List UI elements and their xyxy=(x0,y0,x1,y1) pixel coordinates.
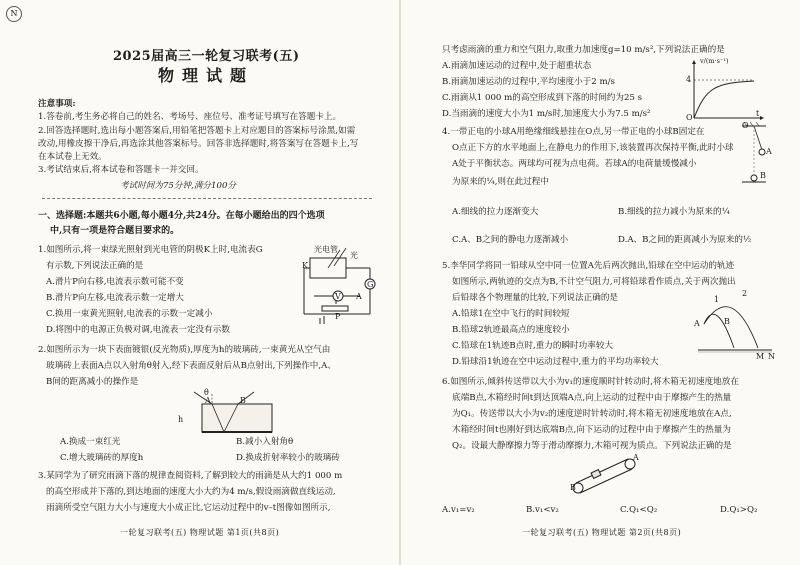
fig-label: 光电管 xyxy=(314,245,338,254)
q2-stem: B间的距离减小的操作是 xyxy=(46,377,139,387)
section-heading: 中,只有一项是符合题目要求的。 xyxy=(50,226,180,236)
q3-stem: 3.某同学为了研究雨滴下落的规律查阅资料,了解到较大的雨滴是从大约1 000 m xyxy=(38,471,343,481)
q6-stem: 底端B点,木箱经时间t到达顶端A点,向上运动的过程中由于摩擦产生的热量 xyxy=(452,393,732,403)
page-footer: 一轮复习联考(五) 物理试题 第1页(共8页) xyxy=(120,528,280,537)
q2-stem: 2.如图所示为一块下表面镀银(反光物质),厚度为h的玻璃砖,一束黄光从空气由 xyxy=(38,345,331,355)
notice-heading: 注意事项: xyxy=(38,99,76,109)
q6-option: A.v₁=v₂ xyxy=(442,505,475,515)
q5-option: B.铅球2轨迹最高点的速度较小 xyxy=(452,325,570,335)
q6-stem: 6.如图所示,倾斜传送带以大小为v₁的速度顺时针转动时,将木箱无初速度地放在 xyxy=(442,377,739,387)
fig-label: B xyxy=(724,317,730,326)
q6-option: C.Q₁<Q₂ xyxy=(620,505,658,515)
q4-option: A.细线的拉力逐渐变大 xyxy=(452,207,539,217)
q1-option: A.滑片P向右移,电流表示数可能不变 xyxy=(46,277,184,287)
q4-option: D.A、B之间的距离减小为原来的½ xyxy=(618,235,752,245)
q5-stem: 如图所示,两轨迹的交点为B,不计空气阻力,可将铅球看作质点,关于两次抛出 xyxy=(452,277,736,287)
subject-title: 物理试题 xyxy=(158,66,255,85)
vt-graph-origin: O xyxy=(686,113,693,122)
exam-title: 2025届高三一轮复习联考(五) xyxy=(113,49,300,64)
q2-option: A.换成一束红光 xyxy=(60,437,121,447)
fig-label: N xyxy=(768,352,775,361)
q3-stem: 雨滴所受空气阻力大小与速度大小成正比,它运动过程中的v–t图像如图所示, xyxy=(46,503,331,513)
notice-line: 1.答卷前,考生务必将自己的姓名、考场号、座位号、准考证号填写在答题卡上。 xyxy=(38,112,342,122)
q5-option: C.铅球在1轨迹B点时,重力的瞬时功率较大 xyxy=(452,341,614,351)
fig-label: K xyxy=(302,261,308,270)
fig-label: G xyxy=(367,280,374,289)
fig-label: A xyxy=(633,453,639,462)
fig-label: B xyxy=(570,483,576,492)
notice-line: 3.考试结束后,将本试卷和答题卡一并交回。 xyxy=(38,165,204,175)
q3-stem: 的高空形成并下落的,到达地面的速度大小大约为4 m/s,假设雨滴做直线运动, xyxy=(46,487,336,497)
q5-stem: 后铅球各个物理量的比较,下列说法正确的是 xyxy=(452,293,619,303)
trajectory-figure xyxy=(696,290,776,356)
section-heading: 一、选择题:本题共6小题,每小题4分,共24分。在每小题给出的四个选项 xyxy=(38,211,325,221)
notice-line: 改动,用橡皮擦干净后,再选涂其他答案标号。回答非选择题时,将答案写在答题卡上,写 xyxy=(38,139,359,149)
fig-label: A xyxy=(694,319,700,328)
q6-stem: 为Q₁。传送带以大小为v₂的速度逆时针转动时,将木箱无初速度地放在A点, xyxy=(452,409,732,419)
fig-label: V xyxy=(335,292,341,301)
q5-option: A.铅球1在空中飞行的时间较短 xyxy=(452,309,570,319)
q1-option: D.将图中的电源正负极对调,电流表一定没有示数 xyxy=(46,325,230,335)
q4-option: B.细线的拉力减小为原来的¼ xyxy=(618,207,730,217)
fig-label: 2 xyxy=(742,289,748,298)
pendulum-figure xyxy=(736,120,776,192)
vt-graph-xlabel: t xyxy=(756,109,760,118)
fig-label: O xyxy=(742,121,749,130)
fig-label: B xyxy=(760,171,766,180)
fig-label: M xyxy=(756,352,765,361)
q5-stem: 5.李华同学将同一铅球从空中同一位置A先后两次抛出,铅球在空中运动的轨迹 xyxy=(442,261,735,271)
q6-stem: Q₂。设最大静摩擦力等于滑动摩擦力,木箱可视为质点。下列说法正确的是 xyxy=(452,441,732,451)
q2-option: D.换成折射率较小的玻璃砖 xyxy=(236,453,340,463)
q3-option: D.当雨滴的速度大小为1 m/s时,加速度大小为7.5 m/s² xyxy=(442,109,651,119)
q3-option: B.雨滴加速运动的过程中,平均速度小于2 m/s xyxy=(442,77,615,87)
fig-label: 光 xyxy=(350,251,358,260)
time-score: 考试时间为75分钟,满分100分 xyxy=(120,181,237,191)
vt-graph xyxy=(684,58,764,122)
q3-option: A.雨滴加速运动的过程中,处于超重状态 xyxy=(442,61,592,71)
divider xyxy=(42,198,372,199)
q4-option: C.A、B之间的静电力逐渐减小 xyxy=(452,235,569,245)
fig-label: A xyxy=(356,292,362,301)
q2-option: B.减小入射角θ xyxy=(236,437,294,447)
fig-label: h xyxy=(178,415,184,424)
q4-stem: 为原来的¼,则在此过程中 xyxy=(452,177,549,187)
q2-option: C.增大玻璃砖的厚度h xyxy=(60,453,144,463)
q1-option: C.换用一束黄光照射,电流表的示数一定减小 xyxy=(46,309,213,319)
vt-graph-ytick: 4 xyxy=(686,75,692,84)
q6-option: D.Q₁>Q₂ xyxy=(720,505,758,515)
q3-option: C.雨滴从1 000 m的高空形成到下落的时间约为25 s xyxy=(442,93,643,103)
q4-stem: A处于平衡状态。两球均可视为点电荷。若球A的电荷量缓慢减小 xyxy=(452,159,697,169)
fig-label: 1 xyxy=(714,295,720,304)
q1-stem: 有示数,下列说法正确的是 xyxy=(46,261,144,271)
q6-option: B.v₁<v₂ xyxy=(526,505,559,515)
fig-label: A xyxy=(766,147,772,156)
notice-line: 2.回答选择题时,选出每小题答案后,用铅笔把答题卡上对应题目的答案标号涂黑,如需 xyxy=(38,126,356,136)
corner-mark: N xyxy=(6,6,22,22)
q4-stem: 4.一带正电的小球A用绝缘细线悬挂在O点,另一带正电的小球B固定在 xyxy=(442,127,705,137)
fig-label: θ xyxy=(204,388,209,397)
right-page xyxy=(400,0,800,565)
q2-stem: 玻璃砖上表面A点以入射角θ射入,经下表面反射后从B点射出,下列操作中,A、 xyxy=(46,361,336,371)
page-footer: 一轮复习联考(五) 物理试题 第2页(共8页) xyxy=(522,528,682,537)
q5-option: D.铅球沿1轨迹在空中运动过程中,重力的平均功率较大 xyxy=(452,357,659,367)
q4-stem: O点正下方的水平地面上,在静电力的作用下,该装置再次保持平衡,此时小球 xyxy=(452,143,734,153)
q1-stem: 1.如图所示,将一束绿光照射到光电管的阴极K上时,电流表G xyxy=(38,245,263,255)
q6-stem: 木箱经时间t也刚好到达底端B点,向下运动的过程中由于摩擦产生的热量为 xyxy=(452,425,731,435)
notice-line: 在本试卷上无效。 xyxy=(38,152,107,162)
q1-option: B.滑片P向左移,电流表示数一定增大 xyxy=(46,293,184,303)
q3-continuation: 只考虑雨滴的重力和空气阻力,取重力加速度g=10 m/s²,下列说法正确的是 xyxy=(442,45,725,55)
fig-label: A xyxy=(205,396,211,405)
vt-graph-ylabel: v/(m·s⁻¹) xyxy=(700,57,729,65)
fig-label: P xyxy=(335,312,341,321)
fig-label: B xyxy=(240,396,246,405)
